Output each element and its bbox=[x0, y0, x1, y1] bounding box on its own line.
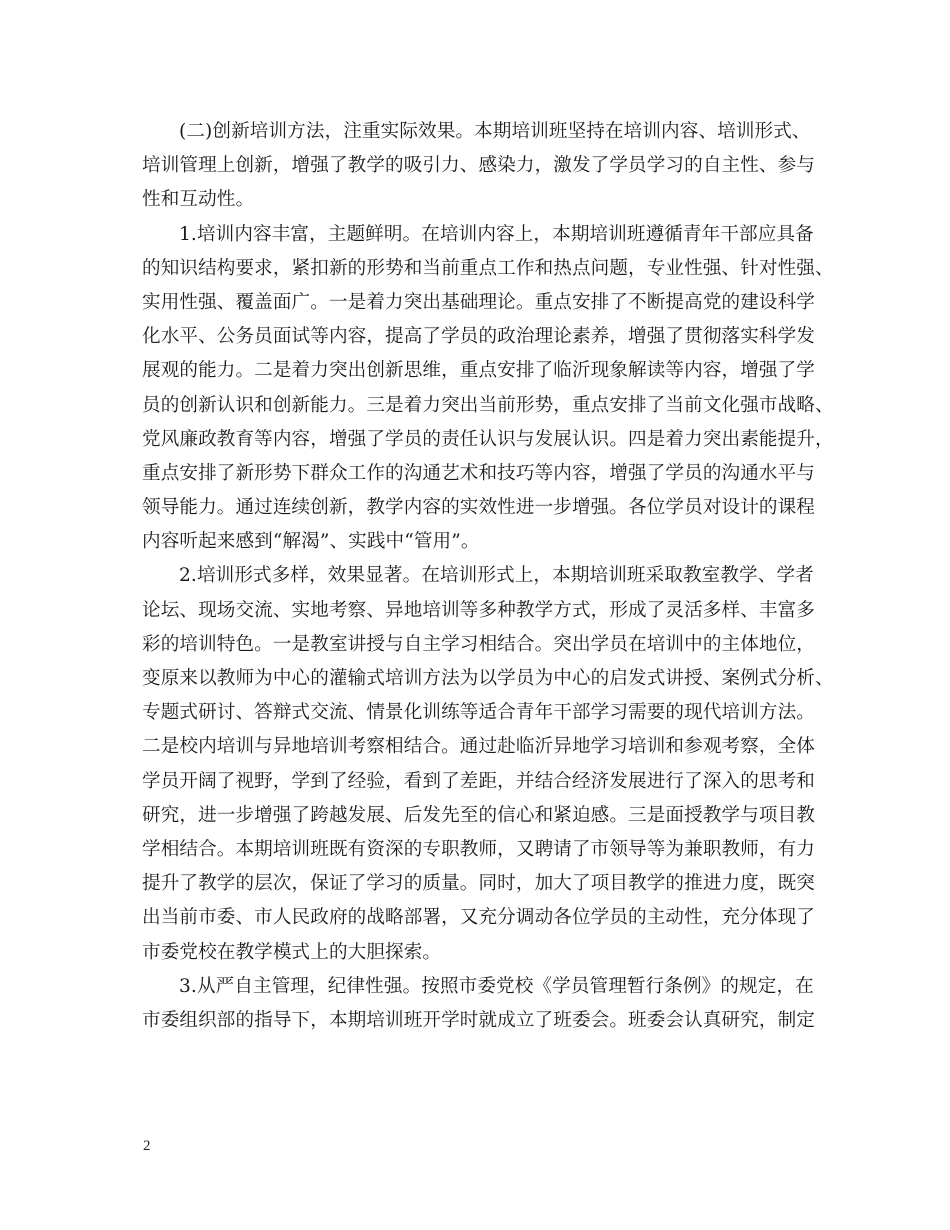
text-line: 论坛、现场交流、实地考察、异地培训等多种教学方式，形成了灵活多样、丰富多 bbox=[142, 599, 815, 621]
text-line: 化水平、公务员面试等内容，提高了学员的政治理论素养，增强了贯彻落实科学发 bbox=[142, 326, 815, 348]
text-line: 展观的能力。二是着力突出创新思维，重点安排了临沂现象解读等内容，增强了学 bbox=[142, 360, 815, 382]
text-line: 提升了教学的层次，保证了学习的质量。同时，加大了项目教学的推进力度，既突 bbox=[142, 873, 815, 895]
text-line: 内容听起来感到“解渴”、实践中“管用”。 bbox=[142, 531, 480, 553]
text-line: 市委组织部的指导下，本期培训班开学时就成立了班委会。班委会认真研究，制定 bbox=[142, 1009, 815, 1031]
text-line: 专题式研讨、答辩式交流、情景化训练等适合青年干部学习需要的现代培训方法。 bbox=[142, 702, 815, 724]
body-text bbox=[142, 115, 834, 1038]
text-line: 性和互动性。 bbox=[142, 189, 255, 211]
text-line: (二)创新培训方法，注重实际效果。本期培训班坚持在培训内容、培训形式、 bbox=[179, 121, 811, 142]
text-line: 实用性强、覆盖面广。一是着力突出基础理论。重点安排了不断提高党的建设科学 bbox=[142, 291, 815, 313]
text-line: 研究，进一步增强了跨越发展、后发先至的信心和紧迫感。三是面授教学与项目教 bbox=[142, 804, 815, 826]
text-line: 员的创新认识和创新能力。三是着力突出当前形势，重点安排了当前文化强市战略、 bbox=[142, 394, 834, 416]
text-line: 重点安排了新形势下群众工作的沟通艺术和技巧等内容，增强了学员的沟通水平与 bbox=[142, 462, 815, 484]
text-line: 2.培训形式多样，效果显著。在培训形式上，本期培训班采取教室教学、学者 bbox=[179, 565, 814, 587]
text-line: 市委党校在教学模式上的大胆探索。 bbox=[142, 941, 442, 963]
text-line: 彩的培训特色。一是教室讲授与自主学习相结合。突出学员在培训中的主体地位， bbox=[142, 633, 815, 655]
text-line: 领导能力。通过连续创新，教学内容的实效性进一步增强。各位学员对设计的课程 bbox=[142, 497, 815, 519]
text-line: 二是校内培训与异地培训考察相结合。通过赴临沂异地学习培训和参观考察，全体 bbox=[142, 736, 815, 758]
text-line: 的知识结构要求，紧扣新的形势和当前重点工作和热点问题，专业性强、针对性强、 bbox=[142, 257, 834, 279]
text-line: 学相结合。本期培训班既有资深的专职教师，又聘请了市领导等为兼职教师，有力 bbox=[142, 838, 815, 860]
text-line: 变原来以教师为中心的灌输式培训方法为以学员为中心的启发式讲授、案例式分析、 bbox=[142, 668, 834, 689]
text-line: 3.从严自主管理，纪律性强。按照市委党校《学员管理暂行条例》的规定，在 bbox=[179, 975, 814, 997]
text-line: 出当前市委、市人民政府的战略部署，又充分调动各位学员的主动性，充分体现了 bbox=[142, 907, 815, 929]
page-number: 2 bbox=[143, 1138, 151, 1154]
text-line: 培训管理上创新，增强了教学的吸引力、感染力，激发了学员学习的自主性、参与 bbox=[142, 155, 815, 177]
text-line: 党风廉政教育等内容，增强了学员的责任认识与发展认识。四是着力突出素能提升， bbox=[142, 428, 834, 450]
text-line: 学员开阔了视野，学到了经验，看到了差距，并结合经济发展进行了深入的思考和 bbox=[142, 770, 815, 792]
text-line: 1.培训内容丰富，主题鲜明。在培训内容上，本期培训班遵循青年干部应具备 bbox=[179, 223, 814, 245]
